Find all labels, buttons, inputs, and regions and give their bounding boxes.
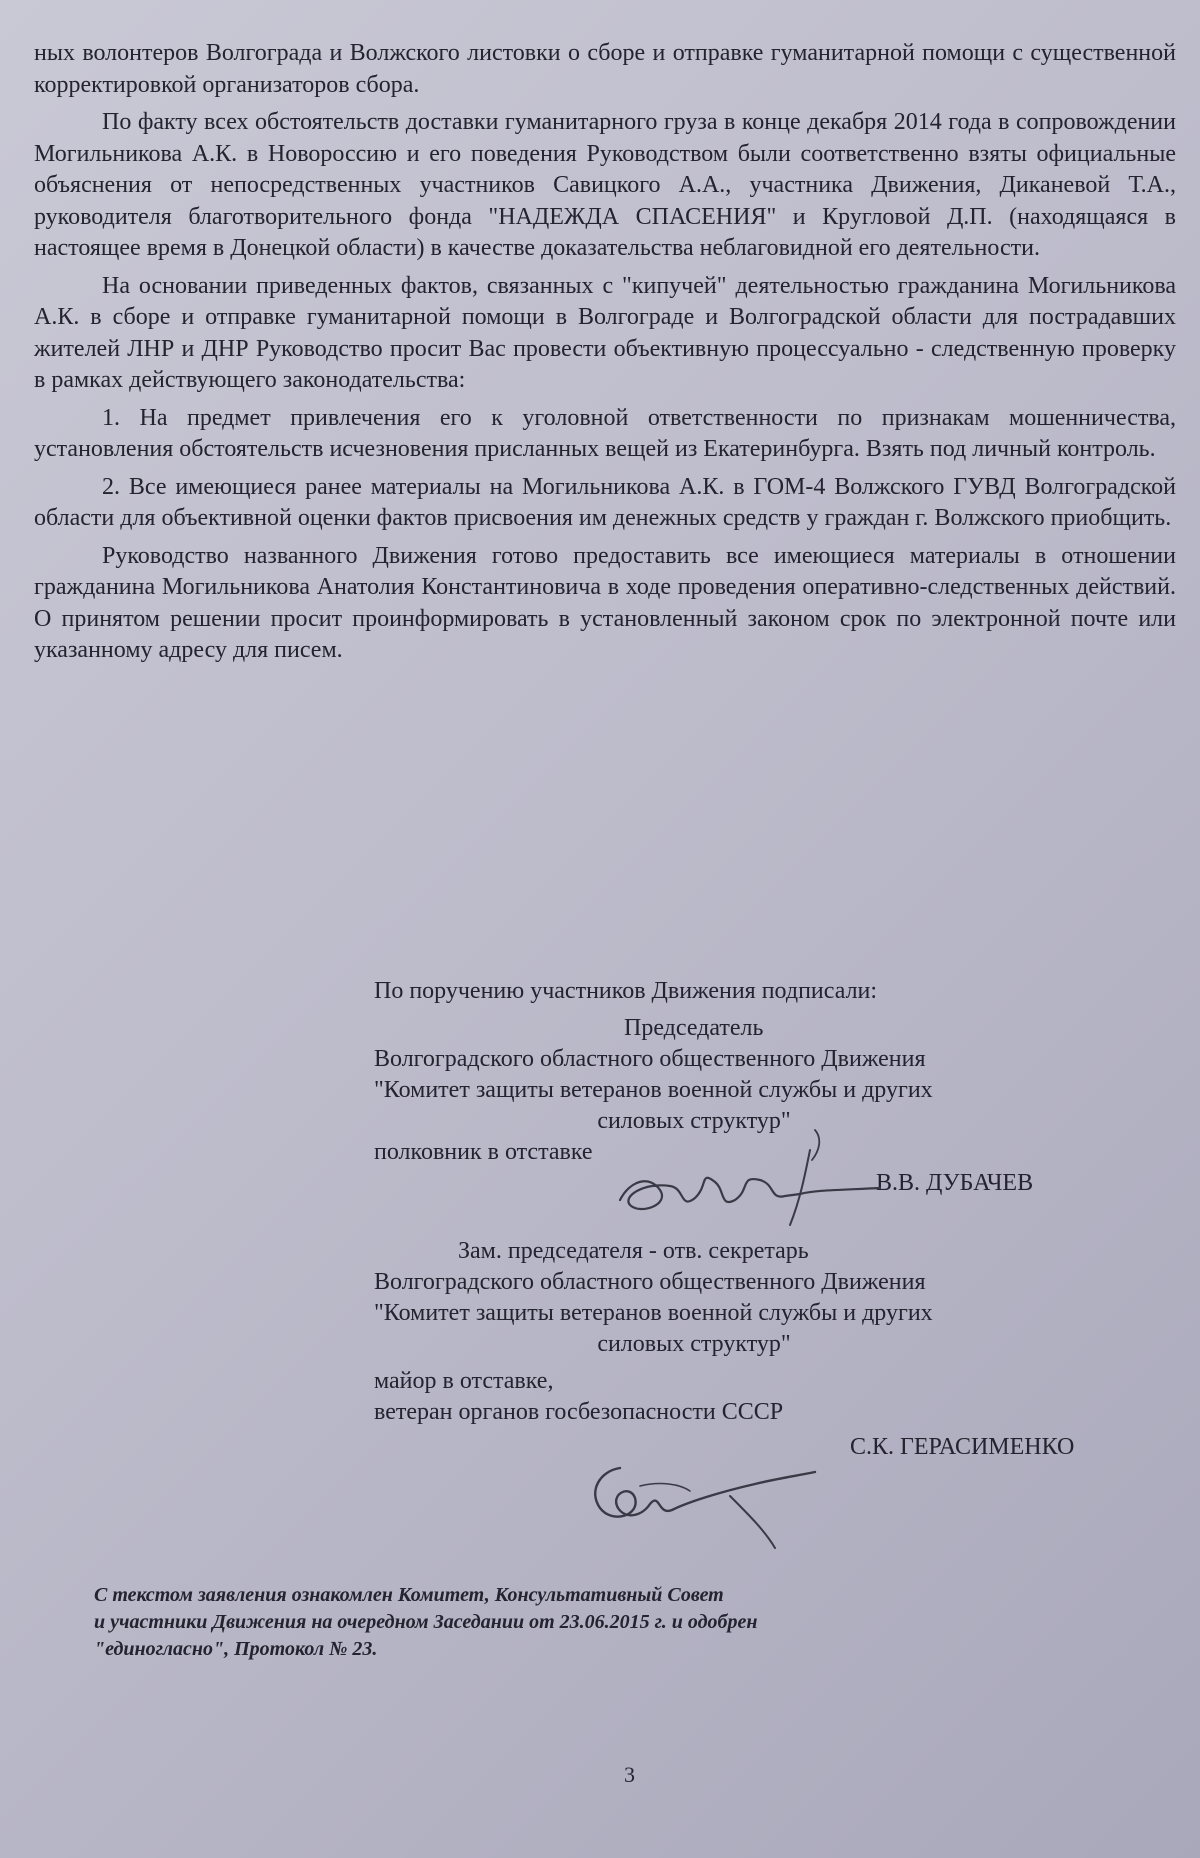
chairman-signature-icon: [600, 1120, 890, 1230]
note-line1: С текстом заявления ознакомлен Комитет, Консультативный Совет: [94, 1584, 724, 1606]
deputy-org-line2: "Комитет защиты ветеранов военной службы и других: [374, 1300, 933, 1326]
deputy-rank2: ветеран органов госбезопасности СССР: [374, 1399, 784, 1425]
request-item-2: 2. Все имеющиеся ранее материалы на Могильникова А.К. в ГОМ-4 Волжского ГУВД Волгоградской области для объективной оценки фактов присвоения им денежных средств у граждан г. Волжского приобщить.: [34, 473, 1176, 531]
deputy-role: Зам. председателя - отв. секретарь: [458, 1238, 809, 1264]
approval-note: [94, 1582, 954, 1663]
paragraph-delivery-facts: По факту всех обстоятельств доставки гуманитарного груза в конце декабря 2014 года в сопровождении Могильникова А.К. в Новороссию и его поведения Руководством были соответственно взяты официальные объяснения от непосредственных участников Савицкого А.А., участника Движения, Диканевой Т.А., руководителя благотворительного фонда "НАДЕЖДА СПАСЕНИЯ" и Кругловой Д.П. (находящаяся в настоящее время в Донецкой области) в качестве доказательства неблаговидной его деятельности.: [34, 109, 1176, 261]
chairman-name: В.В. ДУБАЧЕВ: [876, 1170, 1034, 1196]
chairman-org-line2: "Комитет защиты ветеранов военной службы и других: [374, 1077, 933, 1103]
signature-block-deputy: [374, 1236, 1114, 1428]
deputy-signature-icon: [580, 1446, 830, 1556]
note-line2: и участники Движения на очередном Заседании от 23.06.2015 г. и одобрен: [94, 1611, 758, 1633]
note-line3: "единогласно", Протокол № 23.: [94, 1638, 378, 1660]
page-number: 3: [624, 1762, 635, 1787]
letter-body: [34, 38, 1176, 673]
paragraph-continuation: ных волонтеров Волгограда и Волжского листовки о сборе и отправке гуманитарной помощи с существенной корректировкой организаторов сбора.: [34, 40, 1176, 98]
deputy-rank: майор в отставке,: [374, 1368, 554, 1394]
deputy-name: С.К. ГЕРАСИМЕНКО: [850, 1434, 1075, 1460]
chairman-role: Председатель: [624, 1015, 764, 1041]
chairman-org-line3: силовых структур": [597, 1108, 791, 1134]
chairman-rank: полковник в отставке: [374, 1139, 593, 1165]
signatures-intro: По поручению участников Движения подписали:: [374, 978, 878, 1004]
deputy-org-line1: Волгоградского областного общественного Движения: [374, 1269, 926, 1295]
chairman-org-line1: Волгоградского областного общественного Движения: [374, 1046, 926, 1072]
request-item-1: 1. На предмет привлечения его к уголовной ответственности по признакам мошенничества, установления обстоятельств исчезновения присланных вещей из Екатеринбурга. Взять под личный контроль.: [34, 404, 1176, 462]
paragraph-request: На основании приведенных фактов, связанных с "кипучей" деятельностью гражданина Могильникова А.К. в сборе и отправке гуманитарной помощи в Волгограде и Волгоградской области для пострадавших жителей ЛНР и ДНР Руководство просит Вас провести объективную процессуально - следственную проверку в рамках действующего законодательства:: [34, 272, 1176, 393]
deputy-org-line3: силовых структур": [597, 1331, 791, 1357]
paragraph-materials: Руководство названного Движения готово предоставить все имеющиеся материалы в отношении гражданина Могильникова Анатолия Константиновича в ходе проведения оперативно-следственных действий. О принятом решении просит проинформировать в установленный законом срок по электронной почте или указанному адресу для писем.: [34, 542, 1176, 663]
